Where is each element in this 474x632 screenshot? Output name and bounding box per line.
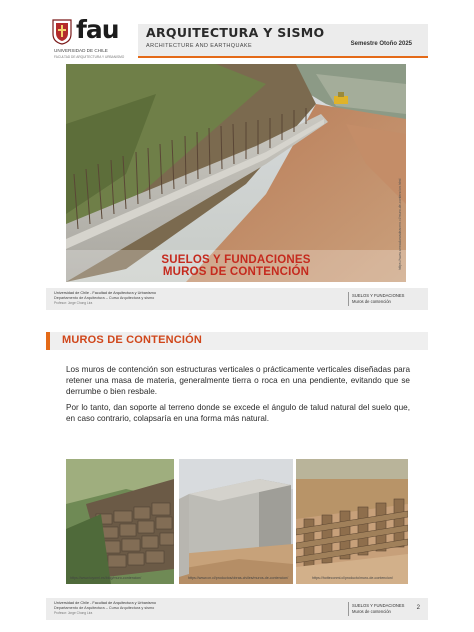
slide-header [46, 12, 428, 64]
retaining-wall-construction-photo [66, 64, 406, 282]
footer-subtopic: Muros de contención [352, 609, 391, 614]
footer-topic: SUELOS Y FUNDACIONES [352, 293, 405, 298]
page-number: 2 [416, 605, 420, 611]
faculty-name: FACULTAD DE ARQUITECTURA Y URBANISMO [54, 55, 125, 59]
retaining-wall-illustration [66, 64, 406, 282]
footer-department: Departamento de Arquitectura – Curso Arquitectura y sismo [54, 606, 155, 610]
support-paragraph: Por lo tanto, dan soporte al terreno donde se excede el ángulo de talud natural del suelo que, en caso contrario, colapsaría en una forma más natural. [66, 403, 410, 423]
slide-heading-box [46, 332, 428, 350]
footer-subtopic: Muros de contención [352, 299, 391, 304]
image-credit-1[interactable]: https://www.toyoml.es/blog/muro-contencion/ [70, 576, 142, 580]
concrete-wall-photo [179, 459, 293, 584]
caption-subtopic: MUROS DE CONTENCIÓN [162, 266, 310, 278]
cover-caption [66, 254, 406, 278]
footer-professor: Profesor: Jorge Chong Lira [54, 611, 93, 615]
slide-retaining-walls [46, 318, 428, 620]
image-credit-3[interactable]: https://hotteconmi.cl/producto/muro-de-contencion/ [312, 576, 393, 580]
slide-heading: MUROS DE CONTENCIÓN [62, 334, 203, 346]
footer-professor: Profesor: Jorge Chong Lira [54, 301, 93, 305]
footer-topic: SUELOS Y FUNDACIONES [352, 603, 405, 608]
image-credit-2[interactable]: https://www.cn.cl/productos/obras-civiles/muros-de-contencion/ [188, 576, 289, 580]
course-title: ARQUITECTURA Y SISMO [146, 25, 325, 40]
stone-wall-photo [66, 459, 174, 584]
caption-topic: SUELOS Y FUNDACIONES [161, 254, 311, 266]
timber-wall-photo [296, 459, 408, 584]
footer-divider [348, 292, 349, 306]
footer-institution: Universidad de Chile - Facultad de Arquitectura y Urbanismo [54, 601, 156, 605]
university-name: UNIVERSIDAD DE CHILE [54, 48, 108, 53]
course-banner [138, 24, 428, 56]
photo-credit [398, 70, 406, 270]
university-shield-icon [52, 19, 72, 45]
slide-footer [46, 288, 428, 310]
footer-institution: Universidad de Chile - Facultad de Arquitectura y Urbanismo [54, 291, 156, 295]
slide-cover [46, 12, 428, 310]
semester-label: Semestre Otoño 2025 [350, 41, 412, 47]
photo-credit-url[interactable]: https://www.armadurasdeacero.cl/muro-de-contencion.html [398, 178, 402, 270]
course-subtitle: ARCHITECTURE AND EARTHQUAKE [146, 43, 253, 49]
fau-logo: fau [76, 15, 119, 44]
definition-paragraph: Los muros de contención son estructuras verticales o prácticamente verticales diseñadas para retener una masa de materia, generalmente tierra o roca en una pendiente, evitando que se derrumbe o bien resbale. [66, 365, 410, 396]
banner-accent-bar [138, 56, 428, 58]
footer-divider [348, 602, 349, 616]
footer-department: Departamento de Arquitectura – Curso Arquitectura y sismo [54, 296, 155, 300]
slide-footer [46, 598, 428, 620]
